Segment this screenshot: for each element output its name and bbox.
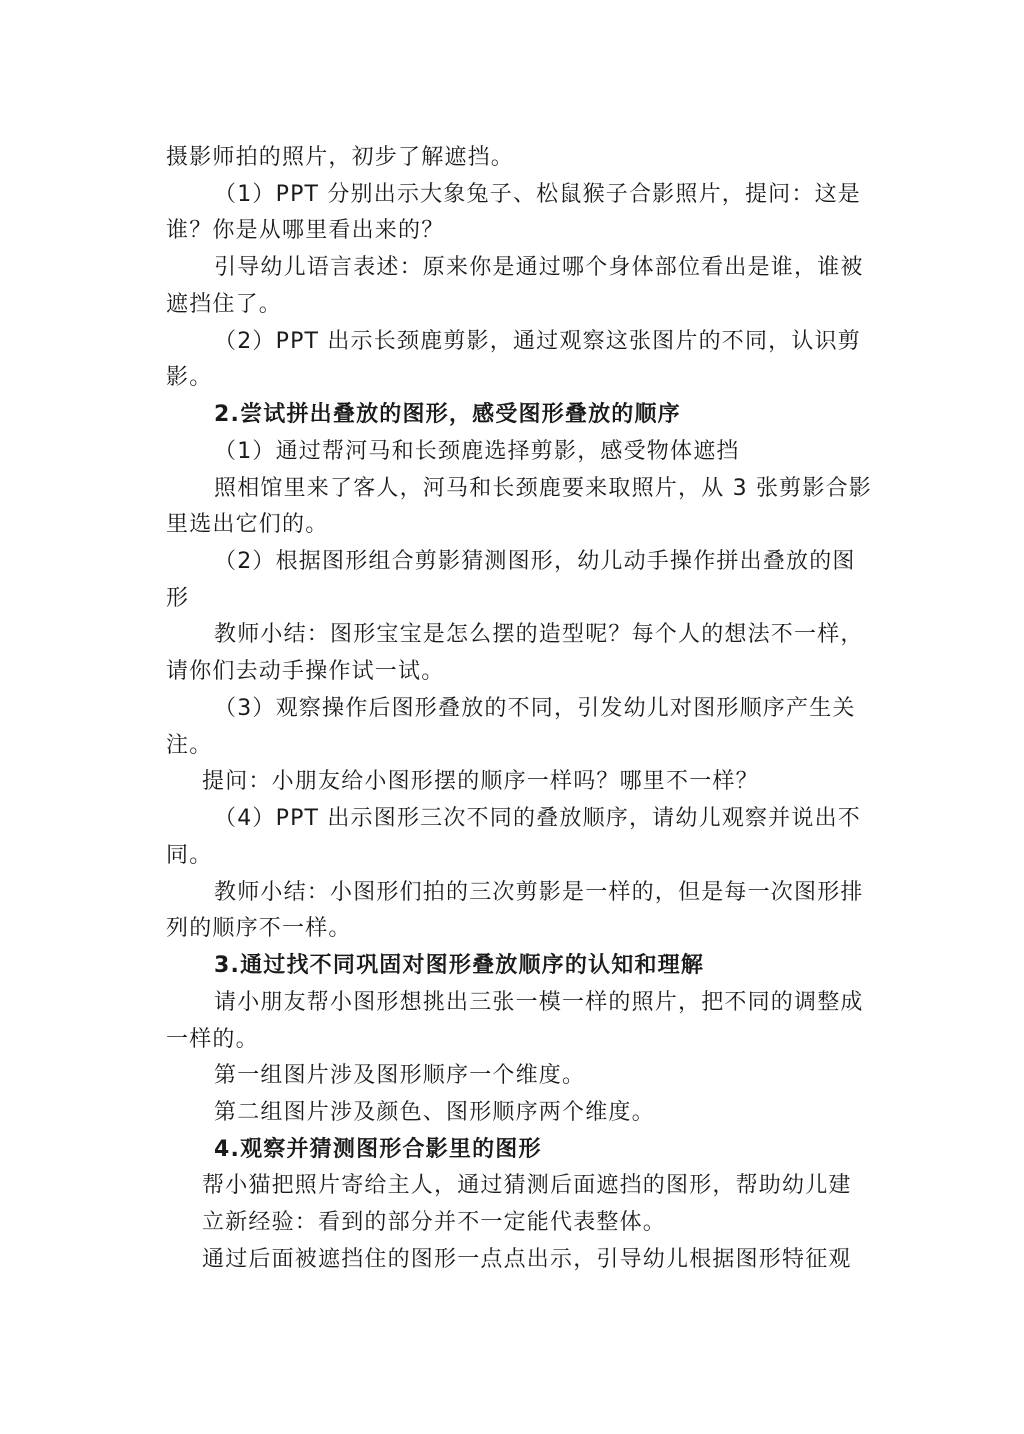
text-line-24: 请小朋友帮小图形想挑出三张一模一样的照片，把不同的调整成 xyxy=(214,990,864,1015)
text-line-1: 摄影师拍的照片，初步了解遮挡。 xyxy=(166,145,515,170)
text-line-12: （2）根据图形组合剪影猜测图形，幼儿动手操作拼出叠放的图 xyxy=(214,549,856,574)
section-heading-3: 3.通过找不同巩固对图形叠放顺序的认知和理解 xyxy=(214,953,705,978)
section-heading-2: 2.尝试拼出叠放的图形，感受图形叠放的顺序 xyxy=(214,402,681,427)
text-line-13: 形 xyxy=(166,586,190,611)
text-line-14: 教师小结：图形宝宝是怎么摆的造型呢？每个人的想法不一样， xyxy=(214,622,864,647)
text-line-6: （2）PPT 出示长颈鹿剪影，通过观察这张图片的不同，认识剪 xyxy=(214,329,861,354)
text-line-17: 注。 xyxy=(166,733,213,758)
text-line-2: （1）PPT 分别出示大象兔子、松鼠猴子合影照片，提问：这是 xyxy=(214,182,861,207)
text-line-20: 同。 xyxy=(166,843,213,868)
text-line-10: 照相馆里来了客人，河马和长颈鹿要来取照片，从 3 张剪影合影 xyxy=(214,476,872,501)
text-line-19: （4）PPT 出示图形三次不同的叠放顺序，请幼儿观察并说出不 xyxy=(214,806,861,831)
text-line-31: 通过后面被遮挡住的图形一点点出示，引导幼儿根据图形特征观 xyxy=(202,1247,852,1272)
text-line-16: （3）观察操作后图形叠放的不同，引发幼儿对图形顺序产生关 xyxy=(214,696,856,721)
text-line-26: 第一组图片涉及图形顺序一个维度。 xyxy=(214,1063,586,1088)
text-line-9: （1）通过帮河马和长颈鹿选择剪影，感受物体遮挡 xyxy=(214,439,740,464)
text-line-18: 提问：小朋友给小图形摆的顺序一样吗？哪里不一样？ xyxy=(202,769,759,794)
text-line-7: 影。 xyxy=(166,365,213,390)
text-line-25: 一样的。 xyxy=(166,1027,259,1052)
text-line-27: 第二组图片涉及颜色、图形顺序两个维度。 xyxy=(214,1100,655,1125)
text-line-15: 请你们去动手操作试一试。 xyxy=(166,659,445,684)
section-heading-4: 4.观察并猜测图形合影里的图形 xyxy=(214,1137,542,1162)
text-line-22: 列的顺序不一样。 xyxy=(166,916,352,941)
text-line-3: 谁？你是从哪里看出来的？ xyxy=(166,218,445,243)
text-line-30: 立新经验：看到的部分并不一定能代表整体。 xyxy=(202,1210,667,1235)
text-line-4: 引导幼儿语言表述：原来你是通过哪个身体部位看出是谁，谁被 xyxy=(214,255,864,280)
text-line-21: 教师小结：小图形们拍的三次剪影是一样的，但是每一次图形排 xyxy=(214,880,864,905)
text-line-11: 里选出它们的。 xyxy=(166,512,329,537)
text-line-5: 遮挡住了。 xyxy=(166,292,283,317)
text-line-29: 帮小猫把照片寄给主人，通过猜测后面遮挡的图形，帮助幼儿建 xyxy=(202,1173,852,1198)
